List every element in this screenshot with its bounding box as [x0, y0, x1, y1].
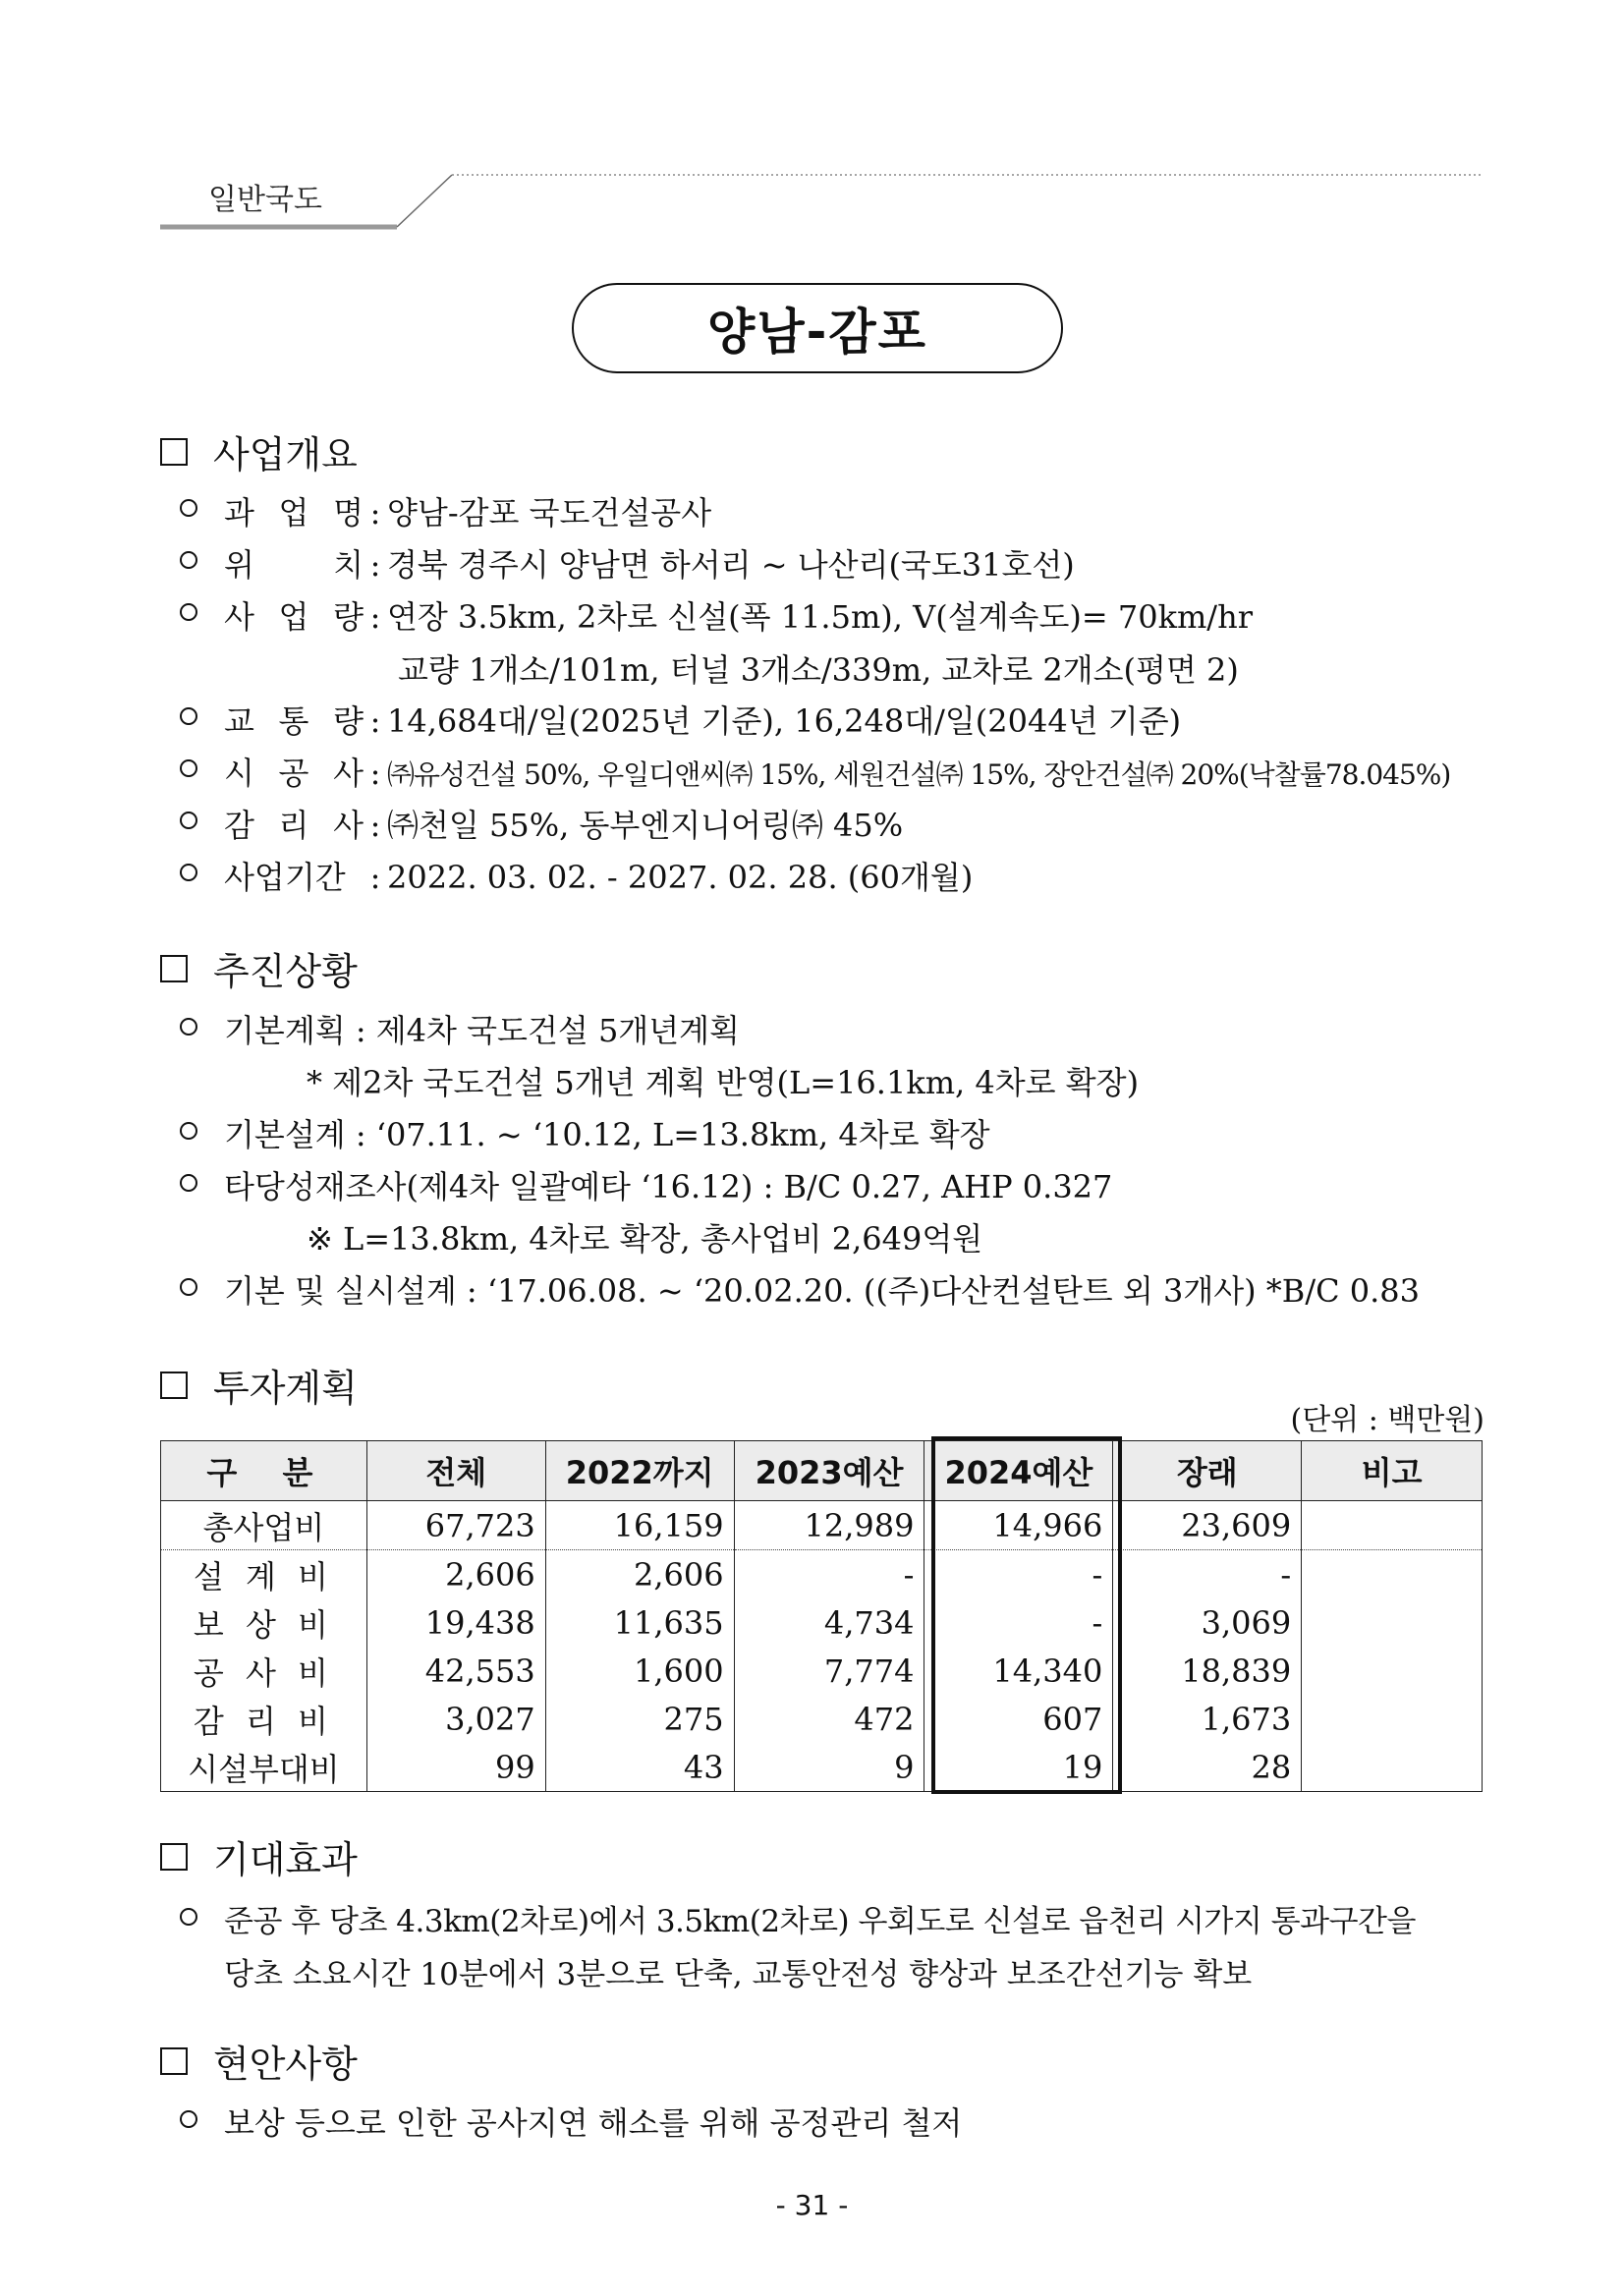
overview-item: 사 업 량 : 연장 3.5km, 2차로 신설(폭 11.5m), V(설계속도)= 70km/hr — [224, 598, 1253, 636]
circle-bullet-icon — [180, 1122, 197, 1140]
overview-item: 감 리 사 : ㈜천일 55%, 동부엔지니어링㈜ 45% — [224, 807, 904, 844]
square-bullet-icon — [160, 1843, 188, 1871]
circle-bullet-icon — [180, 1908, 197, 1926]
progress-note: ※ L=13.8km, 4차로 확장, 총사업비 2,649억원 — [307, 1220, 983, 1258]
table-row: 총사업비 67,723 16,159 12,989 14,966 23,609 — [161, 1501, 1483, 1550]
square-bullet-icon — [160, 438, 188, 466]
overview-item: 교 통 량 : 14,684대/일(2025년 기준), 16,248대/일(2044년 기준) — [224, 702, 1182, 740]
column-header: 2024예산 — [924, 1441, 1113, 1501]
effects-line: 준공 후 당초 4.3km(2차로)에서 3.5km(2차로) 우회도로 신설로 읍천리 시가지 통과구간을 — [224, 1904, 1416, 1939]
table-header-row — [161, 1441, 1483, 1501]
progress-line: 기본계획 : 제4차 국도건설 5개년계획 — [224, 1012, 740, 1049]
page-number: - 31 - — [775, 2189, 849, 2221]
table-row: 시설부대비 99 43 9 19 28 — [161, 1743, 1483, 1792]
section-progress: 추진상황 — [160, 941, 358, 995]
table-row: 공 사 비 42,553 1,600 7,774 14,340 18,839 — [161, 1647, 1483, 1695]
header-category: 일반국도 — [208, 183, 322, 217]
effects-line: 당초 소요시간 10분에서 3분으로 단축, 교통안전성 향상과 보조간선기능 확보 — [224, 1957, 1253, 1992]
section-overview: 사업개요 — [160, 424, 358, 478]
column-header: 비고 — [1302, 1441, 1483, 1501]
unit-label: (단위 : 백만원) — [1290, 1403, 1484, 1437]
circle-bullet-icon — [180, 759, 197, 777]
column-header: 구 분 — [161, 1441, 367, 1501]
circle-bullet-icon — [180, 2110, 197, 2128]
section-issues: 현안사항 — [160, 2034, 358, 2088]
progress-note: * 제2차 국도건설 5개년 계획 반영(L=16.1km, 4차로 확장) — [307, 1064, 1140, 1101]
column-header: 전체 — [366, 1441, 545, 1501]
section-investment: 투자계획 — [160, 1358, 358, 1412]
square-bullet-icon — [160, 1372, 188, 1399]
progress-line: 기본설계 : ‘07.11. ~ ‘10.12, L=13.8km, 4차로 확장 — [224, 1116, 990, 1153]
table-row: 보 상 비 19,438 11,635 4,734 - 3,069 — [161, 1598, 1483, 1647]
overview-item: 위 치 : 경북 경주시 양남면 하서리 ~ 나산리(국도31호선) — [224, 546, 1075, 584]
circle-bullet-icon — [180, 499, 197, 517]
page-title: 양남-감포 — [572, 283, 1063, 373]
column-header: 2022까지 — [545, 1441, 734, 1501]
column-header: 2023예산 — [734, 1441, 924, 1501]
progress-line: 기본 및 실시설계 : ‘17.06.08. ~ ‘20.02.20. ((주)다산컨설탄트 외 3개사) *B/C 0.83 — [224, 1272, 1421, 1310]
overview-item: 사업기간 : 2022. 03. 02. - 2027. 02. 28. (60개월) — [224, 859, 974, 896]
square-bullet-icon — [160, 2047, 188, 2075]
column-header: 장래 — [1113, 1441, 1302, 1501]
circle-bullet-icon — [180, 1278, 197, 1296]
overview-item-continued: 교량 1개소/101m, 터널 3개소/339m, 교차로 2개소(평면 2) — [398, 651, 1239, 689]
circle-bullet-icon — [180, 812, 197, 829]
circle-bullet-icon — [180, 1018, 197, 1036]
table-row: 감 리 비 3,027 275 472 607 1,673 — [161, 1695, 1483, 1743]
circle-bullet-icon — [180, 864, 197, 881]
overview-item: 과 업 명 : 양남-감포 국도건설공사 — [224, 494, 712, 532]
square-bullet-icon — [160, 955, 188, 982]
circle-bullet-icon — [180, 551, 197, 569]
section-effects: 기대효과 — [160, 1829, 358, 1883]
circle-bullet-icon — [180, 1174, 197, 1192]
table-row: 설 계 비 2,606 2,606 - - - — [161, 1550, 1483, 1599]
circle-bullet-icon — [180, 603, 197, 621]
overview-item: 시 공 사 : ㈜유성건설 50%, 우일디앤씨㈜ 15%, 세원건설㈜ 15%, 장안건설㈜ 20%(낙찰률78.045%) — [224, 755, 1451, 792]
header-rule — [0, 0, 1624, 236]
investment-table — [160, 1440, 1483, 1792]
circle-bullet-icon — [180, 707, 197, 725]
issues-line: 보상 등으로 인한 공사지연 해소를 위해 공정관리 철저 — [224, 2104, 963, 2142]
progress-line: 타당성재조사(제4차 일괄예타 ‘16.12) : B/C 0.27, AHP 0.327 — [224, 1168, 1113, 1205]
